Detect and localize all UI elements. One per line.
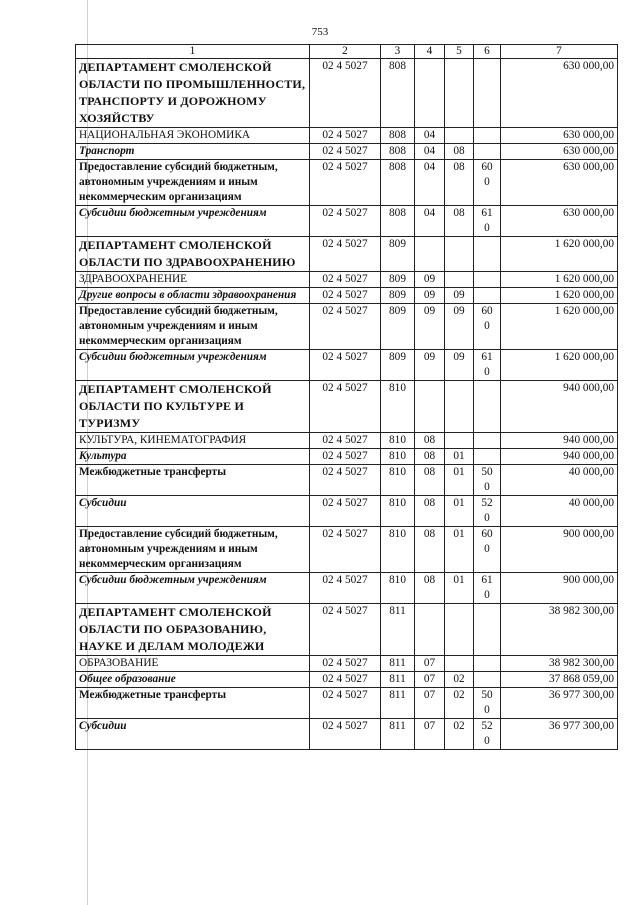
target-code-cell: 02 4 5027 — [310, 206, 381, 237]
expense-type-code-cell — [474, 144, 501, 160]
row-name-cell: Культура — [76, 449, 310, 465]
row-name-cell: Межбюджетные трансферты — [76, 688, 310, 719]
table-row — [76, 496, 618, 527]
expense-type-code-cell — [474, 237, 501, 272]
department-code-cell: 811 — [381, 688, 415, 719]
table-row — [76, 144, 618, 160]
table-row — [76, 573, 618, 604]
target-code-cell: 02 4 5027 — [310, 719, 381, 750]
amount-cell: 1 620 000,00 — [501, 304, 618, 350]
target-code-cell: 02 4 5027 — [310, 144, 381, 160]
expense-type-code-cell: 60 0 — [474, 160, 501, 206]
expense-type-code-cell — [474, 272, 501, 288]
expense-type-code-cell — [474, 604, 501, 656]
expense-type-code-cell — [474, 672, 501, 688]
department-code-cell: 808 — [381, 144, 415, 160]
department-code-cell: 810 — [381, 381, 415, 433]
row-name-cell: Субсидии бюджетным учреждениям — [76, 573, 310, 604]
target-code-cell: 02 4 5027 — [310, 59, 381, 128]
amount-cell: 40 000,00 — [501, 496, 618, 527]
table-row — [76, 672, 618, 688]
department-code-cell: 811 — [381, 604, 415, 656]
subsection-code-cell: 09 — [445, 288, 474, 304]
row-name-cell: Субсидии — [76, 496, 310, 527]
target-code-cell: 02 4 5027 — [310, 672, 381, 688]
amount-cell: 940 000,00 — [501, 433, 618, 449]
target-code-cell: 02 4 5027 — [310, 688, 381, 719]
expense-type-code-cell: 50 0 — [474, 465, 501, 496]
row-name-cell: Предоставление субсидий бюджетным, автономным учреждениям и иным некоммерческим организациям — [76, 304, 310, 350]
expense-type-code-cell — [474, 449, 501, 465]
department-code-cell: 808 — [381, 59, 415, 128]
department-code-cell: 810 — [381, 465, 415, 496]
section-code-cell: 08 — [415, 465, 445, 496]
subsection-code-cell: 09 — [445, 350, 474, 381]
row-name-cell: Субсидии — [76, 719, 310, 750]
table-row — [76, 527, 618, 573]
amount-cell: 40 000,00 — [501, 465, 618, 496]
section-code-cell: 08 — [415, 527, 445, 573]
column-header: 4 — [415, 45, 445, 59]
target-code-cell: 02 4 5027 — [310, 656, 381, 672]
amount-cell: 630 000,00 — [501, 160, 618, 206]
subsection-code-cell: 01 — [445, 449, 474, 465]
table-row — [76, 350, 618, 381]
budget-table — [75, 44, 618, 750]
subsection-code-cell — [445, 272, 474, 288]
table-row — [76, 272, 618, 288]
target-code-cell: 02 4 5027 — [310, 604, 381, 656]
section-code-cell: 09 — [415, 350, 445, 381]
department-code-cell: 808 — [381, 206, 415, 237]
row-name-cell: ДЕПАРТАМЕНТ СМОЛЕНСКОЙ ОБЛАСТИ ПО КУЛЬТУРЕ И ТУРИЗМУ — [76, 381, 310, 433]
amount-cell: 630 000,00 — [501, 206, 618, 237]
target-code-cell: 02 4 5027 — [310, 381, 381, 433]
target-code-cell: 02 4 5027 — [310, 527, 381, 573]
column-header: 7 — [501, 45, 618, 59]
amount-cell: 36 977 300,00 — [501, 688, 618, 719]
table-row — [76, 128, 618, 144]
section-code-cell — [415, 237, 445, 272]
department-code-cell: 809 — [381, 272, 415, 288]
row-name-cell: ДЕПАРТАМЕНТ СМОЛЕНСКОЙ ОБЛАСТИ ПО ПРОМЫШЛЕННОСТИ, ТРАНСПОРТУ И ДОРОЖНОМУ ХОЗЯЙСТВУ — [76, 59, 310, 128]
target-code-cell: 02 4 5027 — [310, 350, 381, 381]
page-number: 753 — [311, 26, 329, 38]
expense-type-code-cell: 52 0 — [474, 496, 501, 527]
section-code-cell: 08 — [415, 573, 445, 604]
section-code-cell: 08 — [415, 449, 445, 465]
department-code-cell: 810 — [381, 573, 415, 604]
row-name-cell: Предоставление субсидий бюджетным, автономным учреждениям и иным некоммерческим организациям — [76, 527, 310, 573]
row-name-cell: ДЕПАРТАМЕНТ СМОЛЕНСКОЙ ОБЛАСТИ ПО ОБРАЗОВАНИЮ, НАУКЕ И ДЕЛАМ МОЛОДЕЖИ — [76, 604, 310, 656]
amount-cell: 1 620 000,00 — [501, 272, 618, 288]
section-code-cell: 04 — [415, 128, 445, 144]
section-code-cell: 09 — [415, 288, 445, 304]
subsection-code-cell: 08 — [445, 206, 474, 237]
row-name-cell: Субсидии бюджетным учреждениям — [76, 350, 310, 381]
amount-cell: 630 000,00 — [501, 59, 618, 128]
department-code-cell: 808 — [381, 160, 415, 206]
table-row — [76, 381, 618, 433]
subsection-code-cell: 08 — [445, 160, 474, 206]
section-code-cell: 08 — [415, 433, 445, 449]
table-row — [76, 719, 618, 750]
section-code-cell: 04 — [415, 160, 445, 206]
department-code-cell: 810 — [381, 496, 415, 527]
section-code-cell — [415, 59, 445, 128]
expense-type-code-cell — [474, 128, 501, 144]
department-code-cell: 809 — [381, 350, 415, 381]
section-code-cell — [415, 381, 445, 433]
amount-cell: 36 977 300,00 — [501, 719, 618, 750]
target-code-cell: 02 4 5027 — [310, 449, 381, 465]
subsection-code-cell — [445, 128, 474, 144]
amount-cell: 940 000,00 — [501, 381, 618, 433]
table-row — [76, 288, 618, 304]
department-code-cell: 809 — [381, 288, 415, 304]
row-name-cell: ОБРАЗОВАНИЕ — [76, 656, 310, 672]
column-header: 1 — [76, 45, 310, 59]
section-code-cell: 07 — [415, 688, 445, 719]
table-row — [76, 433, 618, 449]
table-row — [76, 206, 618, 237]
target-code-cell: 02 4 5027 — [310, 465, 381, 496]
section-code-cell: 07 — [415, 656, 445, 672]
column-header: 3 — [381, 45, 415, 59]
department-code-cell: 808 — [381, 128, 415, 144]
expense-type-code-cell: 50 0 — [474, 688, 501, 719]
header-row — [76, 45, 618, 59]
amount-cell: 1 620 000,00 — [501, 350, 618, 381]
subsection-code-cell: 01 — [445, 465, 474, 496]
expense-type-code-cell — [474, 59, 501, 128]
expense-type-code-cell — [474, 656, 501, 672]
target-code-cell: 02 4 5027 — [310, 272, 381, 288]
amount-cell: 38 982 300,00 — [501, 656, 618, 672]
amount-cell: 940 000,00 — [501, 449, 618, 465]
target-code-cell: 02 4 5027 — [310, 304, 381, 350]
row-name-cell: Предоставление субсидий бюджетным, автономным учреждениям и иным некоммерческим организациям — [76, 160, 310, 206]
subsection-code-cell — [445, 433, 474, 449]
section-code-cell — [415, 604, 445, 656]
expense-type-code-cell: 61 0 — [474, 350, 501, 381]
table-row — [76, 160, 618, 206]
table-row — [76, 465, 618, 496]
amount-cell: 1 620 000,00 — [501, 237, 618, 272]
subsection-code-cell: 02 — [445, 672, 474, 688]
expense-type-code-cell: 61 0 — [474, 206, 501, 237]
row-name-cell: Другие вопросы в области здравоохранения — [76, 288, 310, 304]
amount-cell: 1 620 000,00 — [501, 288, 618, 304]
table-row — [76, 449, 618, 465]
amount-cell: 630 000,00 — [501, 144, 618, 160]
section-code-cell: 09 — [415, 272, 445, 288]
department-code-cell: 811 — [381, 656, 415, 672]
subsection-code-cell: 01 — [445, 496, 474, 527]
department-code-cell: 810 — [381, 527, 415, 573]
subsection-code-cell: 01 — [445, 573, 474, 604]
section-code-cell: 09 — [415, 304, 445, 350]
subsection-code-cell: 02 — [445, 719, 474, 750]
expense-type-code-cell: 60 0 — [474, 304, 501, 350]
target-code-cell: 02 4 5027 — [310, 433, 381, 449]
column-header: 2 — [310, 45, 381, 59]
amount-cell: 900 000,00 — [501, 527, 618, 573]
section-code-cell: 04 — [415, 144, 445, 160]
department-code-cell: 809 — [381, 237, 415, 272]
column-header: 6 — [474, 45, 501, 59]
row-name-cell: НАЦИОНАЛЬНАЯ ЭКОНОМИКА — [76, 128, 310, 144]
section-code-cell: 08 — [415, 496, 445, 527]
target-code-cell: 02 4 5027 — [310, 128, 381, 144]
row-name-cell: Межбюджетные трансферты — [76, 465, 310, 496]
target-code-cell: 02 4 5027 — [310, 573, 381, 604]
subsection-code-cell — [445, 381, 474, 433]
target-code-cell: 02 4 5027 — [310, 160, 381, 206]
table-row — [76, 59, 618, 128]
row-name-cell: ДЕПАРТАМЕНТ СМОЛЕНСКОЙ ОБЛАСТИ ПО ЗДРАВООХРАНЕНИЮ — [76, 237, 310, 272]
subsection-code-cell — [445, 604, 474, 656]
amount-cell: 37 868 059,00 — [501, 672, 618, 688]
section-code-cell: 07 — [415, 672, 445, 688]
department-code-cell: 810 — [381, 433, 415, 449]
row-name-cell: Субсидии бюджетным учреждениям — [76, 206, 310, 237]
expense-type-code-cell — [474, 381, 501, 433]
expense-type-code-cell: 60 0 — [474, 527, 501, 573]
row-name-cell: ЗДРАВООХРАНЕНИЕ — [76, 272, 310, 288]
table-row — [76, 304, 618, 350]
table-row — [76, 237, 618, 272]
table-row — [76, 604, 618, 656]
section-code-cell: 07 — [415, 719, 445, 750]
section-code-cell: 04 — [415, 206, 445, 237]
row-name-cell: КУЛЬТУРА, КИНЕМАТОГРАФИЯ — [76, 433, 310, 449]
department-code-cell: 810 — [381, 449, 415, 465]
target-code-cell: 02 4 5027 — [310, 237, 381, 272]
subsection-code-cell — [445, 656, 474, 672]
row-name-cell: Общее образование — [76, 672, 310, 688]
subsection-code-cell: 09 — [445, 304, 474, 350]
expense-type-code-cell: 52 0 — [474, 719, 501, 750]
department-code-cell: 809 — [381, 304, 415, 350]
expense-type-code-cell — [474, 288, 501, 304]
target-code-cell: 02 4 5027 — [310, 496, 381, 527]
amount-cell: 630 000,00 — [501, 128, 618, 144]
subsection-code-cell: 08 — [445, 144, 474, 160]
expense-type-code-cell — [474, 433, 501, 449]
row-name-cell: Транспорт — [76, 144, 310, 160]
subsection-code-cell: 02 — [445, 688, 474, 719]
table-row — [76, 656, 618, 672]
expense-type-code-cell: 61 0 — [474, 573, 501, 604]
subsection-code-cell — [445, 237, 474, 272]
subsection-code-cell: 01 — [445, 527, 474, 573]
amount-cell: 38 982 300,00 — [501, 604, 618, 656]
column-header: 5 — [445, 45, 474, 59]
subsection-code-cell — [445, 59, 474, 128]
department-code-cell: 811 — [381, 719, 415, 750]
target-code-cell: 02 4 5027 — [310, 288, 381, 304]
amount-cell: 900 000,00 — [501, 573, 618, 604]
department-code-cell: 811 — [381, 672, 415, 688]
table-row — [76, 688, 618, 719]
